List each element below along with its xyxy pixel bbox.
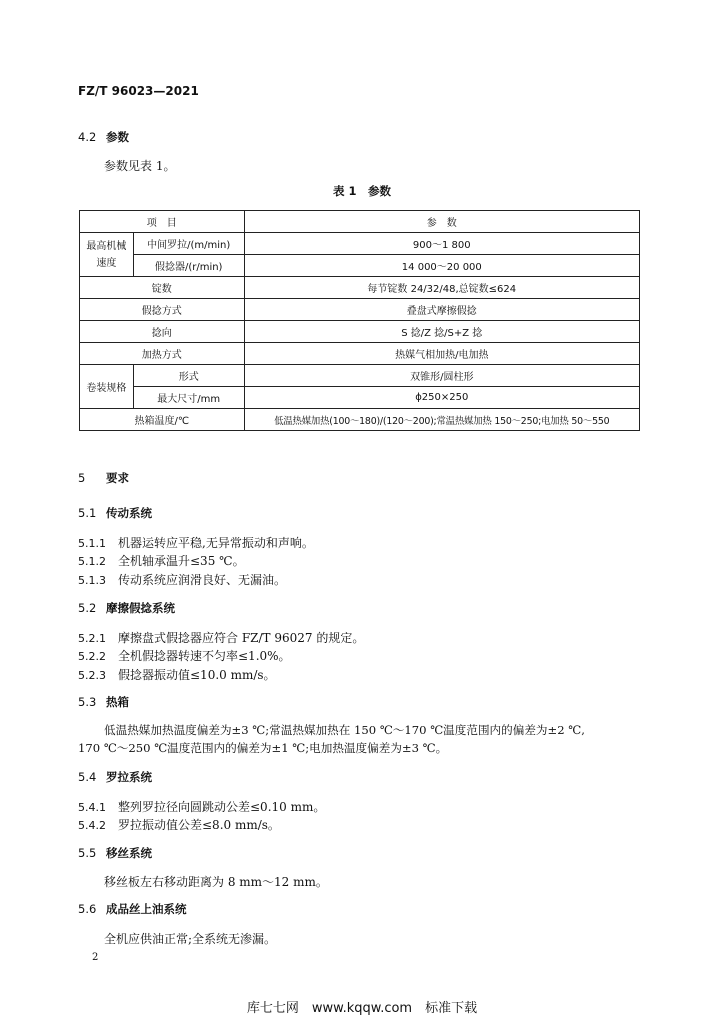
clause-number: 5.2.3 bbox=[78, 669, 106, 682]
section-4-2-heading bbox=[78, 129, 129, 145]
standard-code: FZ/T 96023—2021 bbox=[78, 84, 199, 98]
section-5-6-heading bbox=[78, 901, 187, 917]
max-speed-group-cell: 最高机械速度 bbox=[80, 233, 134, 277]
clause-5-1-3 bbox=[78, 571, 286, 588]
section-number: 5 bbox=[78, 471, 86, 485]
clause-number: 5.1.1 bbox=[78, 537, 106, 550]
form-value: 双锥形/圆柱形 bbox=[244, 365, 639, 387]
section-5-heading bbox=[78, 470, 129, 486]
package-spec-group-cell: 卷装规格 bbox=[80, 365, 134, 409]
table-header-row bbox=[80, 211, 640, 233]
table-row bbox=[80, 365, 640, 387]
table-row bbox=[80, 277, 640, 299]
clause-5-4-1 bbox=[78, 798, 325, 815]
section-5-4-heading bbox=[78, 769, 152, 785]
heating-method-label: 加热方式 bbox=[80, 343, 245, 365]
spindle-value: 每节锭数 24/32/48,总锭数≤624 bbox=[244, 277, 639, 299]
section-5-6-text: 全机应供油正常;全系统无渗漏。 bbox=[104, 932, 277, 946]
middle-roller-value: 900～1 800 bbox=[244, 233, 639, 255]
form-label: 形式 bbox=[133, 365, 244, 387]
section-title: 成品丝上油系统 bbox=[106, 902, 187, 916]
section-number: 5.6 bbox=[78, 902, 97, 916]
section-title: 传动系统 bbox=[106, 506, 152, 520]
table-title: 表 1 参数 bbox=[332, 184, 391, 198]
table-row bbox=[80, 299, 640, 321]
clause-text: 全机假捻器转速不匀率≤1.0%。 bbox=[118, 649, 291, 663]
section-5-2-heading bbox=[78, 600, 175, 616]
section-title: 罗拉系统 bbox=[106, 770, 152, 784]
clause-text: 整列罗拉径向圆跳动公差≤0.10 mm。 bbox=[118, 800, 326, 814]
section-4-2-text: 参数见表 1。 bbox=[104, 159, 176, 173]
clause-text: 传动系统应润滑良好、无漏油。 bbox=[118, 573, 287, 587]
section-5-1-heading bbox=[78, 505, 152, 521]
clause-text: 假捻器振动值≤10.0 mm/s。 bbox=[118, 668, 276, 682]
section-5-3-line-1: 低温热媒加热温度偏差为±3 ℃;常温热媒加热在 150 ℃～170 ℃温度范围内的偏差为±2 ℃, bbox=[104, 723, 585, 737]
section-title: 要求 bbox=[106, 471, 129, 485]
clause-text: 机器运转应平稳,无异常振动和声响。 bbox=[118, 536, 314, 550]
clause-5-2-1 bbox=[78, 629, 364, 646]
section-5-3-heading bbox=[78, 694, 129, 710]
header-param: 参 数 bbox=[244, 211, 639, 233]
twist-direction-value: S 捻/Z 捻/S+Z 捻 bbox=[244, 321, 639, 343]
twister-value: 14 000～20 000 bbox=[244, 255, 639, 277]
table-row bbox=[80, 321, 640, 343]
table-row bbox=[80, 343, 640, 365]
section-number: 4.2 bbox=[78, 130, 97, 144]
clause-number: 5.2.1 bbox=[78, 632, 106, 645]
heating-method-value: 热媒气相加热/电加热 bbox=[244, 343, 639, 365]
section-title: 参数 bbox=[106, 130, 129, 144]
middle-roller-label: 中间罗拉/(m/min) bbox=[133, 233, 244, 255]
section-number: 5.5 bbox=[78, 846, 97, 860]
section-number: 5.4 bbox=[78, 770, 97, 784]
clause-number: 5.1.2 bbox=[78, 555, 106, 568]
clause-5-4-2 bbox=[78, 816, 280, 833]
section-number: 5.1 bbox=[78, 506, 97, 520]
clause-number: 5.4.1 bbox=[78, 801, 106, 814]
spindle-label: 锭数 bbox=[80, 277, 245, 299]
clause-5-1-2 bbox=[78, 552, 245, 569]
clause-5-2-2 bbox=[78, 647, 291, 664]
table-row bbox=[80, 387, 640, 409]
section-5-5-text: 移丝板左右移动距离为 8 mm～12 mm。 bbox=[104, 875, 328, 889]
clause-5-2-3 bbox=[78, 666, 276, 683]
clause-5-1-1 bbox=[78, 534, 314, 551]
table-row bbox=[80, 233, 640, 255]
heatbox-temp-label: 热箱温度/℃ bbox=[80, 409, 245, 431]
clause-number: 5.4.2 bbox=[78, 819, 106, 832]
clause-number: 5.1.3 bbox=[78, 574, 106, 587]
section-5-5-heading bbox=[78, 845, 152, 861]
twist-method-label: 假捻方式 bbox=[80, 299, 245, 321]
twister-label: 假捻器/(r/min) bbox=[133, 255, 244, 277]
heatbox-temp-value: 低温热媒加热(100～180)/(120～200);常温热媒加热 150～250;电加热 50～550 bbox=[244, 409, 639, 431]
twist-direction-label: 捻向 bbox=[80, 321, 245, 343]
table-row bbox=[80, 255, 640, 277]
max-size-value: ϕ250×250 bbox=[244, 387, 639, 409]
clause-text: 全机轴承温升≤35 ℃。 bbox=[118, 554, 245, 568]
twist-method-value: 叠盘式摩擦假捻 bbox=[244, 299, 639, 321]
section-title: 移丝系统 bbox=[106, 846, 152, 860]
max-size-label: 最大尺寸/mm bbox=[133, 387, 244, 409]
page-number: 2 bbox=[92, 952, 99, 963]
header-item: 项 目 bbox=[80, 211, 245, 233]
parameter-table bbox=[79, 210, 640, 431]
clause-number: 5.2.2 bbox=[78, 650, 106, 663]
section-title: 热箱 bbox=[106, 695, 129, 709]
clause-text: 罗拉振动值公差≤8.0 mm/s。 bbox=[118, 818, 280, 832]
table-row bbox=[80, 409, 640, 431]
clause-text: 摩擦盘式假捻器应符合 FZ/T 96027 的规定。 bbox=[118, 631, 365, 645]
section-title: 摩擦假捻系统 bbox=[106, 601, 175, 615]
section-5-3-line-2: 170 ℃～250 ℃温度范围内的偏差为±1 ℃;电加热温度偏差为±3 ℃。 bbox=[78, 741, 448, 755]
footer-watermark: 库七七网 www.kqqw.com 标准下载 bbox=[246, 1001, 478, 1016]
section-number: 5.2 bbox=[78, 601, 97, 615]
section-number: 5.3 bbox=[78, 695, 97, 709]
